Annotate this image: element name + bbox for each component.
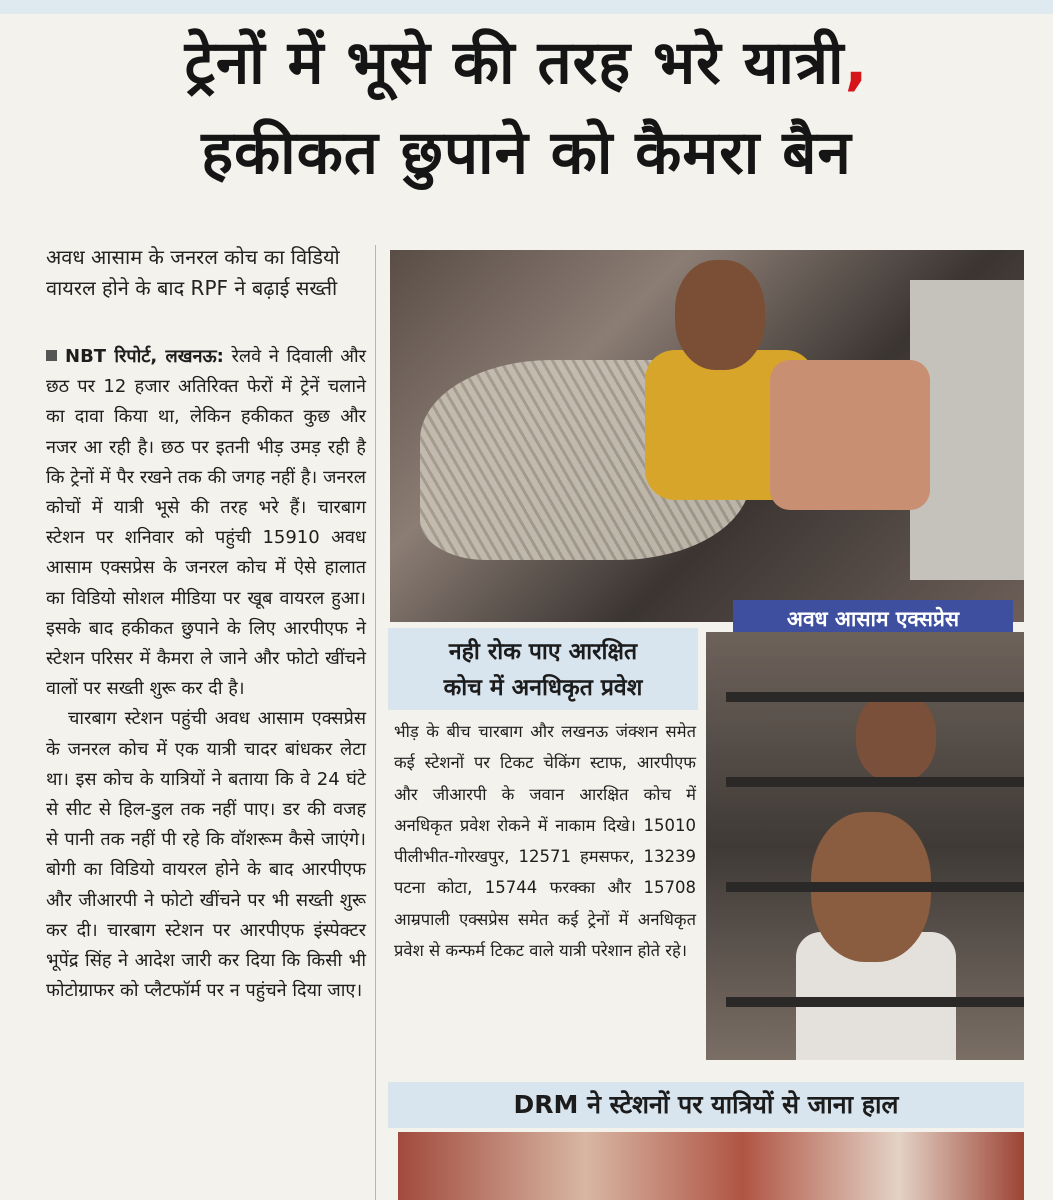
main-photo-crowded-coach [390, 250, 1024, 622]
article-paragraph-1 [46, 342, 366, 704]
photo-passenger-face [675, 260, 765, 370]
article-para1-text: रेलवे ने दिवाली और छठ पर 12 हजार अतिरिक्त फेरों में ट्रेनें चलाने का दावा किया था, लेकिन हकीकत कुछ और नजर आ रही है। छठ पर इतनी भीड़ उमड़ रही है कि ट्रेनों में पैर रखने तक की जगह नहीं है। जनरल कोचों में यात्री भूसे की तरह भरे हैं। चारबाग स्टेशन पर शनिवार को पहुंची 15910 अवध आसाम एक्सप्रेस के जनरल कोच में ऐसे हालात का विडियो सोशल मीडिया पर खूब वायरल हुआ। इसके बाद हकीकत छुपाने के लिए आरपीएफ ने स्टेशन परिसर में कैमरा ले जाने और फोटो खींचने वालों पर सख्ती शुरू कर दी है। [46, 346, 366, 700]
column-divider [375, 245, 376, 1200]
drm-heading: DRM ने स्टेशनों पर यात्रियों से जाना हाल [388, 1082, 1024, 1128]
window-bar [726, 777, 1024, 787]
headline [20, 18, 1033, 198]
sidebox-heading [388, 628, 698, 710]
subheadline: अवध आसाम के जनरल कोच का विडियो वायरल होने के बाद RPF ने बढ़ाई सख्ती [46, 245, 340, 300]
headline-line2: हकीकत छुपाने को कैमरा बैन [201, 118, 852, 188]
photo-passenger-face-2 [856, 692, 936, 782]
article-body [46, 342, 366, 1006]
window-bar [726, 997, 1024, 1007]
window-bar [726, 882, 1024, 892]
drm-photo [398, 1132, 1024, 1200]
sidebox-heading-line2: कोच में अनधिकृत प्रवेश [443, 675, 643, 701]
headline-line1: ट्रेनों में भूसे की तरह भरे यात्री [184, 28, 845, 98]
top-strip [0, 0, 1053, 14]
sidebox-text: भीड़ के बीच चारबाग और लखनऊ जंक्शन समेत कई स्टेशनों पर टिकट चेकिंग स्टाफ, आरपीएफ और जीआरपी के जवान आरक्षित कोच में अनधिकृत प्रवेश रोकने में नाकाम दिखे। 15010 पीलीभीत-गोरखपुर, 12571 हमसफर, 13239 पटना कोटा, 15744 फरक्का और 15708 आम्रपाली एक्सप्रेस समेत कई ट्रेनों में अनधिकृत प्रवेश से कन्फर्म टिकट वाले यात्री परेशान होते रहे। [394, 722, 696, 961]
window-bar [726, 692, 1024, 702]
sidebox-heading-line1: नही रोक पाए आरक्षित [448, 639, 638, 665]
byline: NBT रिपोर्ट, लखनऊ: [65, 346, 224, 367]
article-paragraph-2: चारबाग स्टेशन पहुंची अवध आसाम एक्सप्रेस के जनरल कोच में एक यात्री चादर बांधकर लेटा था। इस कोच के यात्रियों ने बताया कि वे 24 घंटे से सीट से हिल-डुल तक नहीं पाए। डर की वजह से पानी तक नहीं पी रहे कि वॉशरूम कैसे जाएंगे। बोगी का विडियो वायरल होने के बाद आरपीएफ और जीआरपी ने फोटो खींचने पर भी सख्ती शुरू कर दी। चारबाग स्टेशन पर आरपीएफ इंस्पेक्टर भूपेंद्र सिंह ने आदेश जारी कर दिया कि किसी भी फोटोग्राफर को प्लैटफॉर्म पर न पहुंचने दिया जाए। [46, 708, 366, 1002]
headline-comma: , [844, 28, 869, 98]
photo-window-passengers [706, 632, 1024, 1060]
photo-caption: अवध आसाम एक्सप्रेस [733, 600, 1013, 638]
photo-bag [770, 360, 930, 510]
bullet-square-icon [46, 350, 57, 361]
